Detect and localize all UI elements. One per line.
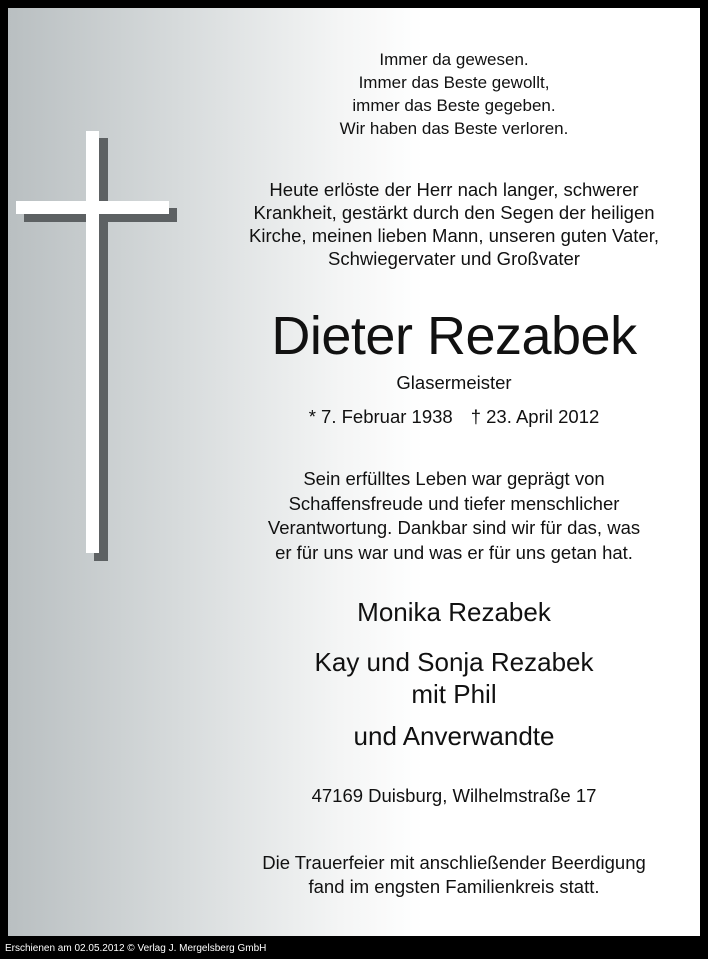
- mourner-name: mit Phil: [411, 679, 497, 709]
- funeral-line: Die Trauerfeier mit anschließender Beerdigung: [262, 852, 646, 873]
- mourner-name: Monika Rezabek: [357, 597, 551, 627]
- cross-horizontal: [16, 201, 169, 214]
- deceased-profession: Glasermeister: [396, 372, 512, 393]
- verse: [208, 48, 700, 140]
- birth-date: * 7. Februar 1938: [308, 406, 453, 427]
- verse-line: immer das Beste gegeben.: [352, 96, 556, 115]
- life-dates: [208, 405, 700, 429]
- verse-line: Immer das Beste gewollt,: [358, 73, 550, 92]
- deceased-name: Dieter Rezabek: [271, 306, 637, 366]
- funeral-notice: [208, 851, 700, 899]
- intro-line: Kirche, meinen lieben Mann, unseren guten Vater,: [249, 225, 659, 246]
- cross-vertical: [86, 131, 99, 553]
- obituary-card: [8, 8, 700, 936]
- funeral-line: fand im engsten Familienkreis statt.: [308, 876, 600, 897]
- tribute-text: [208, 467, 700, 565]
- verse-line: Immer da gewesen.: [379, 50, 529, 69]
- mourner-name: Kay und Sonja Rezabek: [314, 647, 594, 677]
- intro-line: Heute erlöste der Herr nach langer, schwerer: [269, 179, 639, 200]
- cross-icon: [8, 8, 208, 608]
- tribute-line: Sein erfülltes Leben war geprägt von: [303, 468, 605, 489]
- intro-line: Krankheit, gestärkt durch den Segen der heiligen: [253, 202, 655, 223]
- tribute-line: er für uns war und was er für uns getan hat.: [275, 541, 633, 563]
- tribute-line: Schaffensfreude und tiefer menschlicher: [288, 492, 620, 514]
- death-date: † 23. April 2012: [470, 406, 600, 427]
- family-address: 47169 Duisburg, Wilhelmstraße 17: [311, 785, 597, 806]
- verse-line: Wir haben das Beste verloren.: [339, 119, 569, 138]
- intro-line: Schwiegervater und Großvater: [328, 248, 580, 269]
- mourner-name: und Anverwandte: [353, 721, 555, 751]
- intro-text: [208, 178, 700, 270]
- publication-footer: Erschienen am 02.05.2012 © Verlag J. Mergelsberg GmbH: [5, 943, 267, 954]
- tribute-line: Verantwortung. Dankbar sind wir für das, was: [267, 517, 641, 538]
